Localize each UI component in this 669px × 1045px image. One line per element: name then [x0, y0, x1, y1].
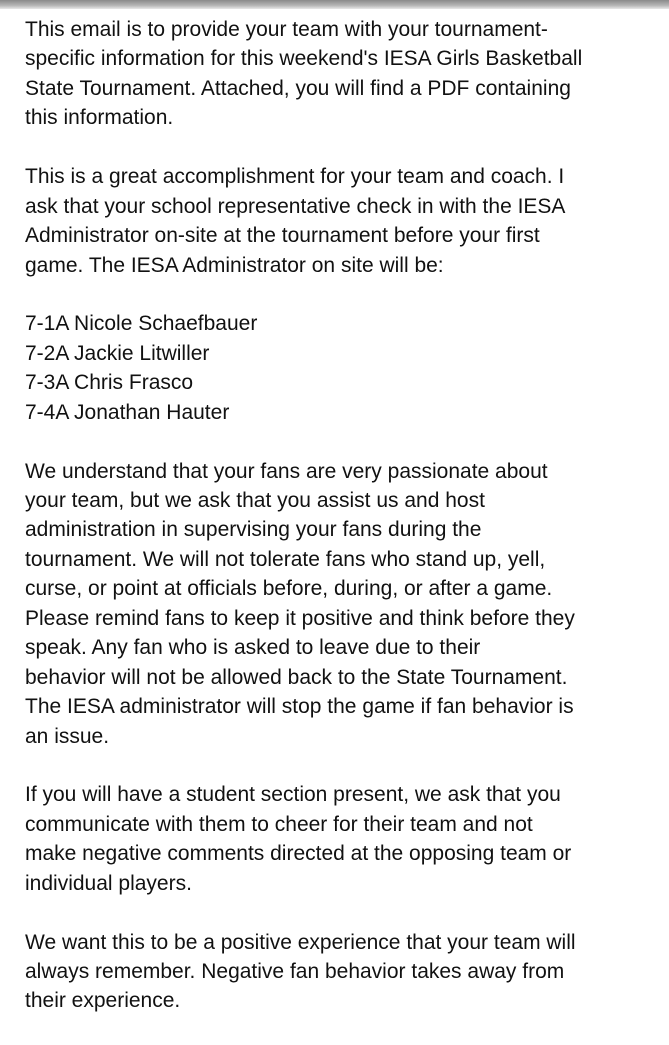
text-line: specific information for this weekend's IESA Girls Basketball	[25, 47, 583, 71]
text-line: If you will have a student section present, we ask that you	[25, 783, 561, 807]
text-line: an issue.	[25, 724, 110, 748]
text-line: curse, or point at officials before, during, or after a game.	[25, 577, 553, 601]
text-line: Administrator on-site at the tournament before your first	[25, 224, 540, 248]
text-line: This is a great accomplishment for your team and coach. I	[25, 165, 565, 189]
administrator-list	[25, 309, 582, 427]
administrator-list-item: 7-1A Nicole Schaefbauer	[25, 312, 258, 336]
fan-behavior-paragraph	[25, 457, 582, 751]
text-line: this information.	[25, 106, 174, 130]
text-line: always remember. Negative fan behavior takes away from	[25, 960, 565, 983]
text-line: We want this to be a positive experience that your team will	[25, 930, 576, 954]
toolbar-shadow	[0, 0, 669, 9]
text-line: communicate with them to cheer for their team and not	[25, 812, 533, 836]
text-line: behavior will not be allowed back to the State Tournament.	[25, 665, 568, 689]
text-line: their experience.	[25, 989, 181, 1013]
text-line: game. The IESA Administrator on site will be:	[25, 253, 444, 277]
text-line: tournament. We will not tolerate fans who stand up, yell,	[25, 547, 546, 571]
text-line: We understand that your fans are very passionate about	[25, 459, 548, 483]
administrator-list-item: 7-2A Jackie Litwiller	[25, 341, 210, 365]
text-line: make negative comments directed at the opposing team or	[25, 842, 572, 866]
text-line: administration in supervising your fans during the	[25, 518, 482, 542]
administrator-paragraph	[25, 162, 582, 280]
text-line: your team, but we ask that you assist us and host	[25, 489, 485, 512]
text-line: speak. Any fan who is asked to leave due to their	[25, 636, 481, 660]
intro-paragraph	[25, 15, 582, 133]
text-line: The IESA administrator will stop the game if fan behavior is	[25, 695, 574, 719]
student-section-paragraph	[25, 780, 582, 898]
administrator-list-item: 7-3A Chris Frasco	[25, 371, 194, 395]
administrator-list-item: 7-4A Jonathan Hauter	[25, 400, 230, 424]
text-line: individual players.	[25, 871, 192, 895]
text-line: Please remind fans to keep it positive and think before they	[25, 606, 575, 630]
email-body	[25, 15, 582, 1045]
text-line: ask that your school representative check in with the IESA	[25, 194, 566, 218]
text-line: This email is to provide your team with your tournament-	[25, 18, 548, 41]
text-line: State Tournament. Attached, you will find a PDF containing	[25, 76, 571, 100]
closing-paragraph	[25, 928, 582, 1016]
